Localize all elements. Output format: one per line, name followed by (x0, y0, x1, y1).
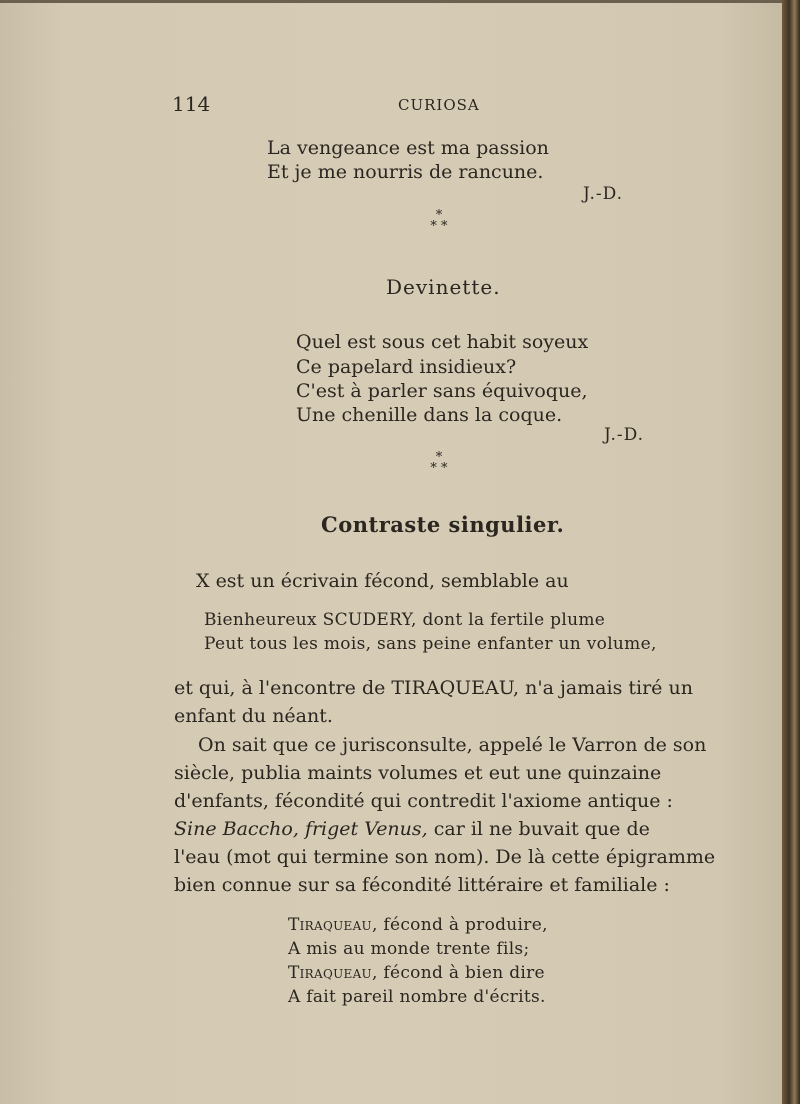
para2-line-3: d'enfants, fécondité qui contredit l'axiome antique : (174, 790, 673, 812)
epigram-line-3: Tiraqueau, fécond à bien dire (288, 963, 545, 983)
epigram-line-1: Tiraqueau, fécond à produire, (288, 915, 548, 935)
book-binding-edge (782, 0, 800, 1104)
devinette-line-2: Ce papelard insidieux? (296, 356, 517, 378)
section-title-devinette: Devinette. (386, 275, 501, 299)
page-edge-line (0, 0, 782, 3)
section-title-contraste: Contraste singulier. (321, 512, 565, 537)
latin-axiom: Sine Baccho, friget Venus, (174, 818, 428, 840)
running-title: CURIOSA (398, 96, 480, 114)
para2-line-5: l'eau (mot qui termine son nom). De là cette épigramme (174, 846, 716, 868)
para2-line-2: siècle, publia maints volumes et eut une quinzaine (174, 762, 662, 784)
poem1-line-2: Et je me nourris de rancune. (267, 161, 544, 183)
contraste-intro: X est un écrivain fécond, semblable au (196, 570, 569, 592)
para1-line-2: enfant du néant. (174, 705, 333, 727)
asterism-bottom: * * * (430, 450, 448, 476)
quote-line-2: Peut tous les mois, sans peine enfanter un volume, (204, 634, 657, 654)
epigram-line-4: A fait pareil nombre d'écrits. (288, 987, 546, 1007)
para2-line-4: Sine Baccho, friget Venus, car il ne buvait que de (174, 818, 650, 840)
poem1-line-1: La vengeance est ma passion (267, 137, 549, 159)
devinette-line-4: Une chenille dans la coque. (296, 404, 563, 426)
para2-line-6: bien connue sur sa fécondité littéraire et familiale : (174, 874, 670, 896)
para2-line-1: On sait que ce jurisconsulte, appelé le Varron de son (198, 734, 707, 756)
devinette-line-1: Quel est sous cet habit soyeux (296, 331, 589, 353)
devinette-signature: J.-D. (604, 425, 645, 445)
poem1-signature: J.-D. (583, 184, 624, 204)
quote-line-1: Bienheureux SCUDERY, dont la fertile plume (204, 610, 606, 630)
devinette-line-3: C'est à parler sans équivoque, (296, 380, 588, 402)
asterism-top: * * * (430, 208, 448, 234)
epigram-line-2: A mis au monde trente fils; (288, 939, 530, 959)
para1-line-1: et qui, à l'encontre de TIRAQUEAU, n'a jamais tiré un (174, 677, 693, 699)
page-number: 114 (172, 92, 211, 116)
